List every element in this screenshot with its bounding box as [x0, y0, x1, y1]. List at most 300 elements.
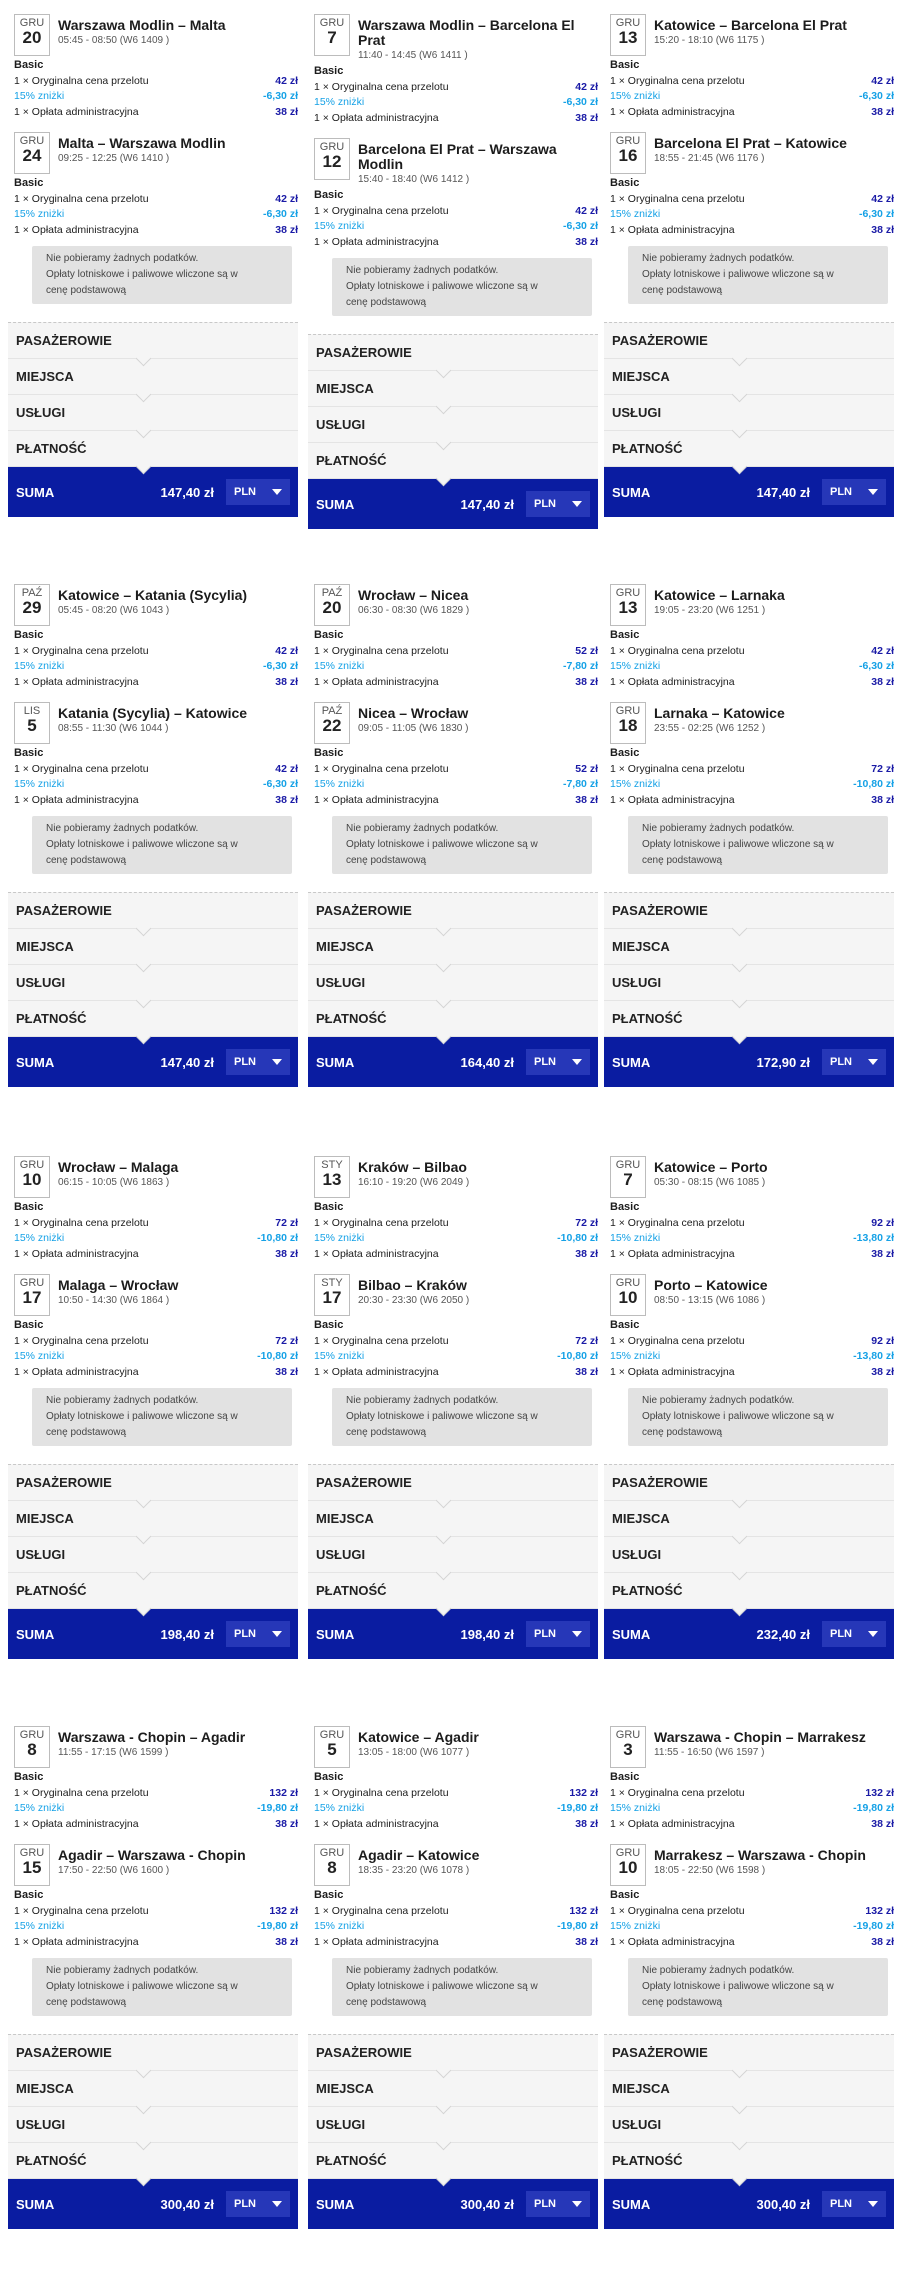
accordion-payment[interactable]: PŁATNOŚĆ — [8, 1001, 298, 1037]
currency-value: PLN — [234, 1628, 256, 1640]
flight-date-badge — [610, 1726, 646, 1768]
fare-discount-value: -6,30 zł — [562, 220, 598, 232]
flight-date-badge — [610, 1156, 646, 1198]
booking-card — [308, 0, 598, 529]
fare-original-value: 42 zł — [575, 80, 598, 93]
fare-discount-label: 15% zniżki — [14, 1920, 65, 1932]
fare-discount-row — [314, 1349, 598, 1365]
fare-discount-row — [14, 1231, 298, 1247]
fare-discount-label: 15% zniżki — [14, 1350, 65, 1362]
fare-fee-value: 38 zł — [871, 1935, 894, 1948]
fare-breakdown — [314, 188, 598, 250]
tax-note-line: Opłaty lotniskowe i paliwowe wliczone są w — [642, 839, 834, 850]
return-flight — [314, 138, 598, 188]
fare-original-row — [14, 192, 298, 208]
fare-breakdown — [314, 1770, 598, 1832]
fare-original-value: 92 zł — [871, 1334, 894, 1347]
fare-breakdown — [314, 628, 598, 690]
fare-discount-label: 15% zniżki — [314, 1920, 365, 1932]
currency-select[interactable] — [822, 479, 886, 505]
caret-down-icon — [272, 489, 282, 495]
accordion-payment[interactable]: PŁATNOŚĆ — [8, 1573, 298, 1609]
fare-original-row — [14, 1904, 298, 1920]
fare-discount-label: 15% zniżki — [14, 90, 65, 102]
caret-down-icon — [572, 501, 582, 507]
fare-breakdown — [610, 1888, 894, 1950]
currency-select[interactable] — [526, 491, 590, 517]
fare-original-label: 1 × Oryginalna cena przelotu — [610, 1786, 745, 1799]
fare-fee-label: 1 × Opłata administracyjna — [610, 1817, 735, 1830]
fare-fee-row — [610, 105, 894, 121]
flight-month: GRU — [19, 1159, 45, 1171]
flight-time: 08:50 - 13:15 (W6 1086 ) — [654, 1295, 766, 1306]
booking-steps-accordion — [8, 2034, 298, 2179]
flight-route: Warszawa Modlin – Malta — [58, 17, 226, 33]
accordion-seats[interactable]: MIEJSCA — [604, 929, 894, 965]
flight-month: GRU — [615, 587, 641, 599]
tax-note-line: Nie pobieramy żadnych podatków. — [346, 1965, 499, 1976]
accordion-services[interactable]: USŁUGI — [308, 407, 598, 443]
fare-breakdown — [14, 1888, 298, 1950]
flight-date-badge — [610, 14, 646, 56]
accordion-passengers[interactable]: PASAŻEROWIE — [308, 1465, 598, 1501]
flight-day: 12 — [322, 152, 342, 171]
fare-original-row — [610, 1904, 894, 1920]
accordion-passengers[interactable]: PASAŻEROWIE — [308, 335, 598, 371]
fare-fee-row — [314, 1817, 598, 1833]
tax-note-line: Nie pobieramy żadnych podatków. — [346, 265, 499, 276]
flight-route: Kraków – Bilbao — [358, 1159, 467, 1175]
fare-type: Basic — [610, 629, 640, 641]
fare-fee-value: 38 zł — [275, 1935, 298, 1948]
accordion-services[interactable]: USŁUGI — [8, 395, 298, 431]
total-label: SUMA — [612, 484, 651, 500]
fare-discount-row — [314, 1919, 598, 1935]
booking-steps-accordion — [8, 892, 298, 1037]
fare-fee-label: 1 × Opłata administracyjna — [314, 1365, 439, 1378]
total-amount: 147,40 zł — [756, 484, 810, 500]
flight-month: PAŹ — [321, 705, 343, 717]
flight-time: 05:45 - 08:20 (W6 1043 ) — [58, 605, 170, 616]
flight-month: PAŹ — [321, 587, 343, 599]
fare-original-row — [314, 1216, 598, 1232]
tax-note-line: cenę podstawową — [642, 285, 723, 296]
flight-route: Warszawa Modlin – Barcelona El Prat — [358, 17, 575, 48]
fare-breakdown — [14, 1770, 298, 1832]
fare-discount-row — [314, 659, 598, 675]
accordion-seats[interactable]: MIEJSCA — [604, 2071, 894, 2107]
fare-original-label: 1 × Oryginalna cena przelotu — [14, 1904, 149, 1917]
flight-route: Barcelona El Prat – Katowice — [654, 135, 847, 151]
total-amount: 300,40 zł — [160, 2196, 214, 2212]
fare-original-value: 42 zł — [871, 192, 894, 205]
tax-note-line: Nie pobieramy żadnych podatków. — [346, 823, 499, 834]
fare-breakdown — [610, 1200, 894, 1262]
fare-discount-value: -10,80 zł — [557, 1350, 598, 1362]
accordion-payment[interactable]: PŁATNOŚĆ — [604, 2143, 894, 2179]
fare-fee-row — [14, 675, 298, 691]
total-amount: 147,40 zł — [160, 1054, 214, 1070]
return-flight — [314, 1844, 598, 1888]
flight-route: Katowice – Porto — [654, 1159, 768, 1175]
fare-original-label: 1 × Oryginalna cena przelotu — [314, 1216, 449, 1229]
fare-fee-label: 1 × Opłata administracyjna — [314, 675, 439, 688]
fare-fee-value: 38 zł — [275, 1817, 298, 1830]
tax-note — [628, 1958, 888, 2016]
fare-original-value: 42 zł — [275, 644, 298, 657]
fare-breakdown — [14, 1318, 298, 1380]
accordion-passengers[interactable]: PASAŻEROWIE — [604, 323, 894, 359]
accordion-seats[interactable]: MIEJSCA — [308, 2071, 598, 2107]
fare-fee-label: 1 × Opłata administracyjna — [14, 1365, 139, 1378]
accordion-payment[interactable]: PŁATNOŚĆ — [604, 1573, 894, 1609]
fare-discount-row — [610, 1349, 894, 1365]
accordion-services[interactable]: USŁUGI — [308, 2107, 598, 2143]
fare-discount-row — [14, 207, 298, 223]
fare-original-value: 42 zł — [275, 74, 298, 87]
outbound-flight — [14, 584, 298, 628]
accordion-payment[interactable]: PŁATNOŚĆ — [604, 1001, 894, 1037]
fare-discount-value: -6,30 zł — [858, 660, 894, 672]
flight-day: 5 — [327, 1740, 337, 1759]
return-flight — [610, 1844, 894, 1888]
total-bar — [308, 1037, 598, 1087]
fare-breakdown — [14, 1200, 298, 1262]
accordion-passengers[interactable]: PASAŻEROWIE — [8, 323, 298, 359]
fare-original-row — [610, 1786, 894, 1802]
fare-type: Basic — [14, 629, 44, 641]
booking-steps-accordion — [308, 1464, 598, 1609]
accordion-seats[interactable]: MIEJSCA — [604, 1501, 894, 1537]
flight-time: 05:30 - 08:15 (W6 1085 ) — [654, 1177, 766, 1188]
fare-discount-value: -6,30 zł — [858, 208, 894, 220]
currency-select[interactable] — [526, 2191, 590, 2217]
booking-card — [308, 1142, 598, 1659]
flight-time: 06:15 - 10:05 (W6 1863 ) — [58, 1177, 170, 1188]
flight-day: 10 — [22, 1170, 42, 1189]
fare-fee-row — [610, 1247, 894, 1263]
flight-route: Warszawa - Chopin – Marrakesz — [654, 1729, 866, 1745]
fare-fee-row — [610, 1935, 894, 1951]
booking-steps-accordion — [308, 892, 598, 1037]
accordion-seats[interactable]: MIEJSCA — [308, 929, 598, 965]
total-amount: 232,40 zł — [756, 1626, 810, 1642]
flight-time: 20:30 - 23:30 (W6 2050 ) — [358, 1295, 470, 1306]
outbound-flight — [610, 584, 894, 628]
booking-card — [308, 570, 598, 1087]
accordion-passengers[interactable]: PASAŻEROWIE — [604, 2035, 894, 2071]
accordion-passengers[interactable]: PASAŻEROWIE — [604, 893, 894, 929]
flight-route: Katowice – Barcelona El Prat — [654, 17, 847, 33]
fare-discount-value: -13,80 zł — [853, 1350, 894, 1362]
fare-original-label: 1 × Oryginalna cena przelotu — [314, 644, 449, 657]
flight-time: 19:05 - 23:20 (W6 1251 ) — [654, 605, 766, 616]
caret-down-icon — [868, 2201, 878, 2207]
fare-discount-row — [610, 1801, 894, 1817]
return-flight — [314, 1274, 598, 1318]
booking-card — [8, 0, 298, 517]
fare-fee-value: 38 zł — [871, 105, 894, 118]
accordion-seats[interactable]: MIEJSCA — [604, 359, 894, 395]
flight-time: 17:50 - 22:50 (W6 1600 ) — [58, 1865, 170, 1876]
fare-fee-row — [314, 675, 598, 691]
currency-select[interactable] — [822, 1621, 886, 1647]
tax-note — [332, 816, 592, 874]
fare-fee-label: 1 × Opłata administracyjna — [314, 1817, 439, 1830]
booking-card — [8, 1142, 298, 1659]
flight-month: GRU — [19, 1847, 45, 1859]
flight-date-badge — [314, 584, 350, 626]
accordion-services[interactable]: USŁUGI — [8, 2107, 298, 2143]
accordion-services[interactable]: USŁUGI — [8, 1537, 298, 1573]
tax-note-line: Nie pobieramy żadnych podatków. — [46, 1965, 199, 1976]
fare-original-row — [610, 1334, 894, 1350]
tax-note-line: Nie pobieramy żadnych podatków. — [46, 823, 199, 834]
fare-discount-label: 15% zniżki — [14, 1802, 65, 1814]
fare-type: Basic — [314, 1319, 344, 1331]
flight-day: 22 — [322, 716, 342, 735]
fare-breakdown — [314, 746, 598, 808]
fare-discount-value: -10,80 zł — [853, 778, 894, 790]
tax-note-line: Nie pobieramy żadnych podatków. — [46, 253, 199, 264]
fare-original-label: 1 × Oryginalna cena przelotu — [314, 1786, 449, 1799]
tax-note-line: Opłaty lotniskowe i paliwowe wliczone są w — [46, 839, 238, 850]
tax-note-line: cenę podstawową — [346, 297, 427, 308]
accordion-payment[interactable]: PŁATNOŚĆ — [308, 2143, 598, 2179]
tax-note — [628, 1388, 888, 1446]
fare-discount-row — [14, 659, 298, 675]
currency-select[interactable] — [226, 2191, 290, 2217]
currency-select[interactable] — [226, 479, 290, 505]
currency-select[interactable] — [226, 1621, 290, 1647]
fare-original-label: 1 × Oryginalna cena przelotu — [314, 1904, 449, 1917]
flight-time: 10:50 - 14:30 (W6 1864 ) — [58, 1295, 170, 1306]
accordion-payment[interactable]: PŁATNOŚĆ — [8, 2143, 298, 2179]
flight-date-badge — [314, 702, 350, 744]
fare-discount-label: 15% zniżki — [610, 90, 661, 102]
accordion-services[interactable]: USŁUGI — [8, 965, 298, 1001]
accordion-payment[interactable]: PŁATNOŚĆ — [308, 1001, 598, 1037]
flight-date-badge — [610, 132, 646, 174]
fare-original-value: 52 zł — [575, 644, 598, 657]
total-bar — [604, 2179, 894, 2229]
currency-select[interactable] — [526, 1049, 590, 1075]
fare-discount-row — [610, 1231, 894, 1247]
fare-breakdown — [610, 628, 894, 690]
accordion-payment[interactable]: PŁATNOŚĆ — [8, 431, 298, 467]
fare-fee-row — [314, 793, 598, 809]
caret-down-icon — [272, 2201, 282, 2207]
fare-breakdown — [610, 1770, 894, 1832]
booking-steps-accordion — [604, 892, 894, 1037]
fare-fee-row — [14, 1935, 298, 1951]
fare-original-value: 42 zł — [275, 192, 298, 205]
currency-select[interactable] — [822, 2191, 886, 2217]
fare-original-label: 1 × Oryginalna cena przelotu — [14, 74, 149, 87]
tax-note-line: Nie pobieramy żadnych podatków. — [642, 1395, 795, 1406]
flight-date-badge — [14, 1726, 50, 1768]
accordion-passengers[interactable]: PASAŻEROWIE — [308, 2035, 598, 2071]
accordion-seats[interactable]: MIEJSCA — [8, 929, 298, 965]
fare-fee-value: 38 zł — [871, 223, 894, 236]
fare-fee-row — [610, 1365, 894, 1381]
accordion-payment[interactable]: PŁATNOŚĆ — [308, 1573, 598, 1609]
currency-value: PLN — [830, 2198, 852, 2210]
fare-original-label: 1 × Oryginalna cena przelotu — [14, 1334, 149, 1347]
total-amount: 198,40 zł — [160, 1626, 214, 1642]
flight-month: GRU — [615, 1847, 641, 1859]
fare-discount-row — [610, 777, 894, 793]
caret-down-icon — [572, 1631, 582, 1637]
flight-date-badge — [314, 1726, 350, 1768]
accordion-services[interactable]: USŁUGI — [308, 965, 598, 1001]
total-label: SUMA — [612, 1626, 651, 1642]
fare-original-value: 132 zł — [569, 1786, 598, 1799]
fare-breakdown — [314, 64, 598, 126]
fare-original-row — [314, 1786, 598, 1802]
fare-fee-value: 38 zł — [871, 1817, 894, 1830]
flight-date-badge — [14, 1274, 50, 1316]
outbound-flight — [14, 1156, 298, 1200]
fare-original-value: 72 zł — [275, 1216, 298, 1229]
fare-fee-label: 1 × Opłata administracyjna — [14, 105, 139, 118]
booking-steps-accordion — [604, 1464, 894, 1609]
fare-type: Basic — [314, 1771, 344, 1783]
accordion-seats[interactable]: MIEJSCA — [8, 1501, 298, 1537]
accordion-services[interactable]: USŁUGI — [604, 965, 894, 1001]
accordion-passengers[interactable]: PASAŻEROWIE — [8, 1465, 298, 1501]
fare-breakdown — [314, 1200, 598, 1262]
fare-original-row — [610, 192, 894, 208]
fare-fee-label: 1 × Opłata administracyjna — [610, 793, 735, 806]
fare-fee-row — [610, 793, 894, 809]
flight-day: 7 — [623, 1170, 633, 1189]
flight-route: Nicea – Wrocław — [358, 705, 469, 721]
accordion-passengers[interactable]: PASAŻEROWIE — [8, 2035, 298, 2071]
accordion-passengers[interactable]: PASAŻEROWIE — [308, 893, 598, 929]
fare-original-label: 1 × Oryginalna cena przelotu — [314, 204, 449, 217]
fare-discount-value: -19,80 zł — [853, 1802, 894, 1814]
accordion-seats[interactable]: MIEJSCA — [308, 371, 598, 407]
flight-time: 18:05 - 22:50 (W6 1598 ) — [654, 1865, 766, 1876]
flight-day: 7 — [327, 28, 337, 47]
tax-note-line: Opłaty lotniskowe i paliwowe wliczone są w — [346, 1411, 538, 1422]
fare-original-label: 1 × Oryginalna cena przelotu — [610, 1904, 745, 1917]
total-label: SUMA — [316, 496, 355, 512]
fare-discount-value: -6,30 zł — [262, 660, 298, 672]
fare-fee-row — [14, 1365, 298, 1381]
flight-month: GRU — [319, 1729, 345, 1741]
fare-breakdown — [14, 58, 298, 120]
fare-original-label: 1 × Oryginalna cena przelotu — [14, 644, 149, 657]
fare-original-row — [14, 1216, 298, 1232]
fare-discount-value: -6,30 zł — [262, 208, 298, 220]
currency-select[interactable] — [822, 1049, 886, 1075]
fare-discount-label: 15% zniżki — [14, 208, 65, 220]
flight-month: GRU — [615, 135, 641, 147]
currency-value: PLN — [830, 486, 852, 498]
tax-note-line: Opłaty lotniskowe i paliwowe wliczone są w — [346, 839, 538, 850]
flight-month: GRU — [19, 1277, 45, 1289]
currency-select[interactable] — [526, 1621, 590, 1647]
accordion-services[interactable]: USŁUGI — [604, 2107, 894, 2143]
fare-fee-label: 1 × Opłata administracyjna — [610, 675, 735, 688]
tax-note — [32, 816, 292, 874]
accordion-passengers[interactable]: PASAŻEROWIE — [8, 893, 298, 929]
flight-date-badge — [610, 702, 646, 744]
accordion-payment[interactable]: PŁATNOŚĆ — [308, 443, 598, 479]
fare-type: Basic — [314, 629, 344, 641]
fare-discount-value: -10,80 zł — [257, 1350, 298, 1362]
accordion-seats[interactable]: MIEJSCA — [8, 2071, 298, 2107]
tax-note — [32, 1958, 292, 2016]
total-amount: 147,40 zł — [460, 496, 514, 512]
fare-fee-value: 38 zł — [575, 675, 598, 688]
fare-type: Basic — [610, 177, 640, 189]
flight-date-badge — [610, 1274, 646, 1316]
flight-month: GRU — [615, 17, 641, 29]
fare-breakdown — [610, 58, 894, 120]
accordion-services[interactable]: USŁUGI — [604, 395, 894, 431]
fare-discount-value: -10,80 zł — [257, 1232, 298, 1244]
fare-fee-value: 38 zł — [275, 1247, 298, 1260]
flight-day: 8 — [27, 1740, 37, 1759]
flight-route: Wrocław – Nicea — [358, 587, 469, 603]
fare-fee-label: 1 × Opłata administracyjna — [610, 1247, 735, 1260]
accordion-seats[interactable]: MIEJSCA — [308, 1501, 598, 1537]
fare-fee-label: 1 × Opłata administracyjna — [610, 1365, 735, 1378]
tax-note — [32, 246, 292, 304]
accordion-services[interactable]: USŁUGI — [308, 1537, 598, 1573]
flight-route: Katania (Sycylia) – Katowice — [58, 705, 248, 721]
fare-discount-label: 15% zniżki — [314, 1802, 365, 1814]
accordion-passengers[interactable]: PASAŻEROWIE — [604, 1465, 894, 1501]
total-label: SUMA — [16, 1626, 55, 1642]
tax-note-line: Opłaty lotniskowe i paliwowe wliczone są w — [642, 269, 834, 280]
tax-note — [32, 1388, 292, 1446]
fare-fee-row — [610, 223, 894, 239]
flight-route: Barcelona El Prat – Warszawa Modlin — [358, 141, 557, 172]
fare-type: Basic — [14, 747, 44, 759]
flight-month: STY — [321, 1159, 343, 1171]
fare-discount-label: 15% zniżki — [314, 96, 365, 108]
flight-route: Warszawa - Chopin – Agadir — [58, 1729, 246, 1745]
flight-day: 13 — [618, 598, 638, 617]
fare-type: Basic — [610, 1201, 640, 1213]
booking-steps-accordion — [308, 334, 598, 479]
outbound-flight — [610, 1726, 894, 1770]
tax-note — [332, 1388, 592, 1446]
fare-fee-value: 38 zł — [575, 111, 598, 124]
fare-type: Basic — [610, 1771, 640, 1783]
flight-date-badge — [14, 1844, 50, 1886]
outbound-flight — [314, 1156, 598, 1200]
flight-time: 16:10 - 19:20 (W6 2049 ) — [358, 1177, 470, 1188]
booking-steps-accordion — [8, 322, 298, 467]
fare-original-value: 132 zł — [269, 1786, 298, 1799]
tax-note-line: Opłaty lotniskowe i paliwowe wliczone są w — [346, 281, 538, 292]
accordion-services[interactable]: USŁUGI — [604, 1537, 894, 1573]
total-bar — [308, 2179, 598, 2229]
flight-date-badge — [14, 132, 50, 174]
fare-discount-label: 15% zniżki — [314, 778, 365, 790]
currency-select[interactable] — [226, 1049, 290, 1075]
outbound-flight — [314, 14, 598, 64]
accordion-seats[interactable]: MIEJSCA — [8, 359, 298, 395]
fare-fee-row — [314, 235, 598, 251]
total-bar — [604, 1609, 894, 1659]
accordion-payment[interactable]: PŁATNOŚĆ — [604, 431, 894, 467]
